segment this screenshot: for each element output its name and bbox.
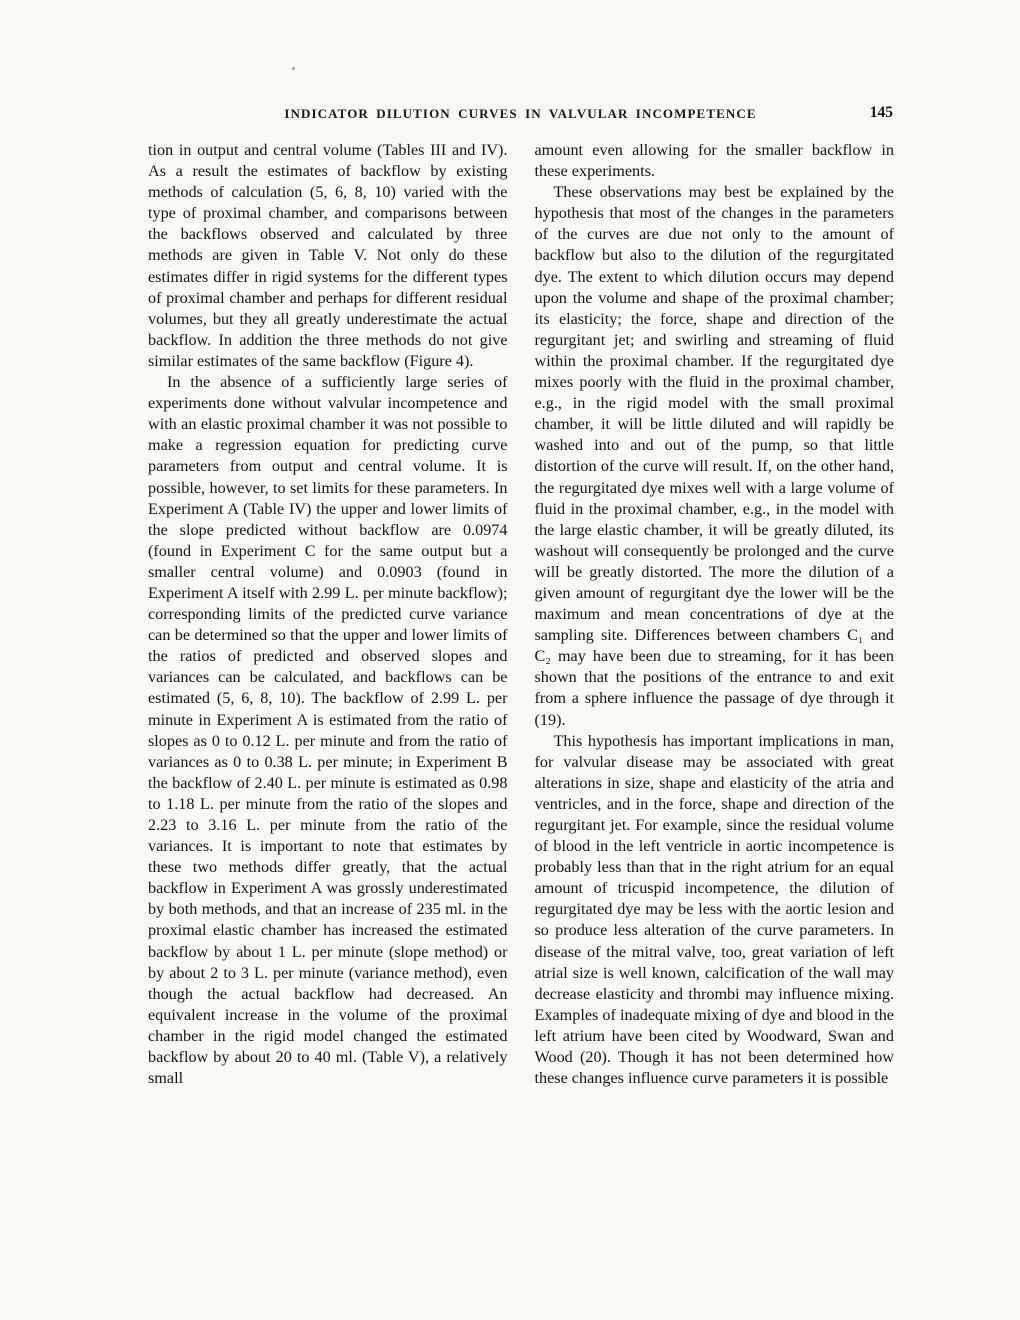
text-columns bbox=[148, 140, 894, 1089]
left-column bbox=[148, 140, 508, 1089]
running-head: INDICATOR DILUTION CURVES IN VALVULAR INCOMPETENCE bbox=[284, 106, 757, 121]
right-column bbox=[535, 140, 895, 1089]
scan-artifact-dot bbox=[292, 67, 295, 70]
page-number: 145 bbox=[869, 104, 893, 121]
paragraph: In the absence of a sufficiently large series of experiments done without valvular incompetence and with an elastic proximal chamber it was not possible to make a regression equation for predicting curve parameters from output and central volume. It is possible, however, to set limits for these parameters. In Experiment A (Table IV) the upper and lower limits of the slope predicted without backflow are 0.0974 (found in Experiment C for the same output but a smaller central volume) and 0.0903 (found in Experiment A itself with 2.99 L. per minute backflow); corresponding limits of the predicted curve variance can be determined so that the upper and lower limits of the ratios of predicted and observed slopes and variances can be calculated, and backflows can be estimated (5, 6, 8, 10). The backflow of 2.99 L. per minute in Experiment A is estimated from the ratio of slopes as 0 to 0.12 L. per minute and from the ratio of variances as 0 to 0.38 L. per minute; in Experiment B the backflow of 2.40 L. per minute is estimated as 0.98 to 1.18 L. per minute from the ratio of the slopes and 2.23 to 3.16 L. per minute from the ratio of the variances. It is important to note that estimates by these two methods differ greatly, that the actual backflow in Experiment A was grossly underestimated by both methods, and that an increase of 235 ml. in the proximal elastic chamber has increased the estimated backflow by about 1 L. per minute (slope method) or by about 2 to 3 L. per minute (variance method), even though the actual backflow had decreased. An equivalent increase in the volume of the proximal chamber in the rigid model changed the estimated backflow by about 20 to 40 ml. (Table V), a relatively small bbox=[148, 373, 508, 1088]
paragraph: This hypothesis has important implications in man, for valvular disease may be associated with great alterations in size, shape and elasticity of the atria and ventricles, and in the force, shape and direction of the regurgitant jet. For example, since the residual volume of blood in the left ventricle in aortic incompetence is probably less than that in the right atrium for an equal amount of tricuspid incompetence, the dilution of regurgitated dye may be less with the aortic lesion and so produce less alteration of the curve parameters. In disease of the mitral valve, too, great variation of left atrial size is well known, calcification of the wall may decrease elasticity and thrombi may influence mixing. Examples of inadequate mixing of dye and blood in the left atrium have been cited by Woodward, Swan and Wood (20). Though it has not been determined how these changes influence curve parameters it is possible bbox=[534, 731, 894, 1088]
paragraph-continuation: amount even allowing for the smaller backflow in these experiments. bbox=[534, 141, 894, 181]
paragraph-continuation: tion in output and central volume (Tables III and IV). As a result the estimates of backflow by existing methods of calculation (5, 6, 8, 10) varied with the type of proximal chamber, and comparisons between the backflows observed and calculated by three methods are given in Table V. Not only do these estimates differ in rigid systems for the different types of proximal chamber and perhaps for different residual volumes, but they all greatly underestimate the actual backflow. In addition the three methods do not give similar estimates of the same backflow (Figure 4). bbox=[148, 141, 508, 370]
paragraph: These observations may best be explained by the hypothesis that most of the changes in the parameters of the curves are due not only to the amount of backflow but also to the dilution of the regurgitated dye. The extent to which dilution occurs may depend upon the volume and shape of the proximal chamber; its elasticity; the force, shape and direction of the regurgitant jet; and swirling and streaming of fluid within the proximal chamber. If the regurgitated dye mixes poorly with the fluid in the proximal chamber, e.g., in the rigid model with the small proximal chamber, it will be little diluted and will rapidly be washed into and out of the pump, so that little distortion of the curve will result. If, on the other hand, the regurgitated dye mixes well with a large volume of fluid in the proximal chamber, e.g., in the model with the large elastic chamber, it will be greatly diluted, its washout will consequently be prolonged and the curve will be greatly distorted. The more the dilution of a given amount of regurgitant dye the lower will be the maximum and mean concentrations of dye at the sampling site. Differences between chambers C₁ and C₂ may have been due to streaming, for it has been shown that the positions of the entrance to and exit from a sphere influence the passage of dye through it (19). bbox=[534, 183, 894, 729]
page-header bbox=[148, 106, 893, 128]
